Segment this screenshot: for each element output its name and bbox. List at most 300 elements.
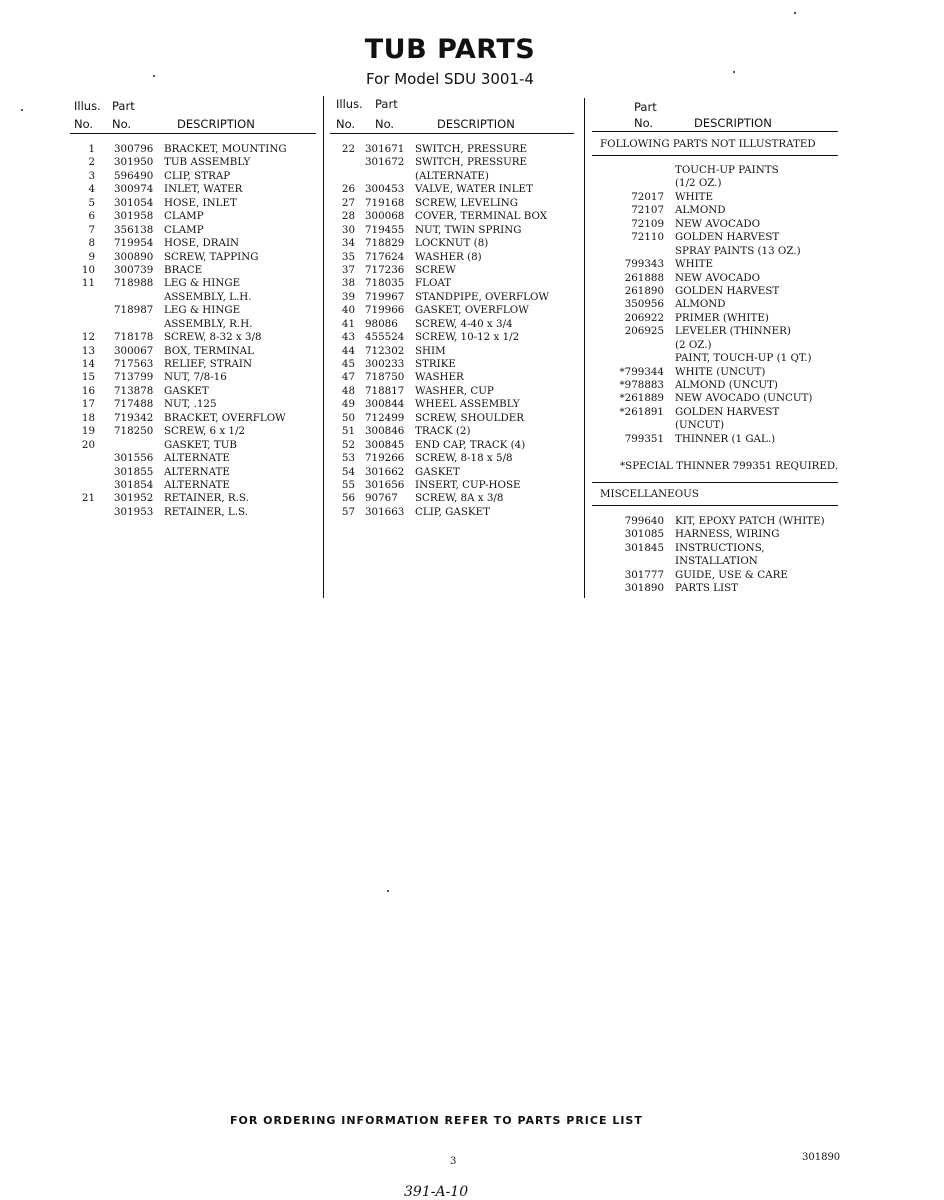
parts-row [70,170,320,183]
part-no: 301777 [624,568,664,581]
col2-part-header: Part [375,97,398,111]
description: WHITE (UNCUT) [675,365,766,378]
description: (UNCUT) [675,419,725,432]
parts-row [70,304,320,317]
description: TUB ASSEMBLY [164,156,251,169]
parts-row [330,237,580,250]
section2-top-rule [592,482,838,483]
parts-row [330,398,580,411]
scan-speck [733,71,735,73]
description: STANDPIPE, OVERFLOW [415,290,550,303]
parts-row [70,224,320,237]
part-no: 301672 [365,156,405,169]
description: WASHER, CUP [415,384,494,397]
illus-no: 47 [341,371,355,384]
part-no: 301952 [114,492,154,505]
parts-row [70,237,320,250]
part-no: 712302 [365,344,405,357]
col1-part-header: Part [112,99,135,113]
parts-row [600,312,840,325]
description: INSTRUCTIONS, [675,541,765,554]
parts-row [600,245,840,258]
part-no: 301054 [114,196,154,209]
illus-no: 30 [341,223,355,236]
description: (2 OZ.) [675,338,712,351]
scan-speck [794,12,796,14]
illus-no: 15 [81,371,95,384]
parts-row [70,210,320,223]
part-no: 799343 [624,258,664,271]
part-no: 719954 [114,237,154,250]
part-no: 718750 [365,371,405,384]
parts-row [330,452,580,465]
section-miscellaneous-title: MISCELLANEOUS [600,488,699,500]
parts-row [70,371,320,384]
description: SHIM [415,344,446,357]
parts-row [70,466,320,479]
parts-row [70,345,320,358]
description: SCREW [415,263,456,276]
illus-no: 3 [88,169,95,182]
parts-row [330,492,580,505]
parts-row [70,156,320,169]
part-no: 300067 [114,344,154,357]
part-no: 300233 [365,358,405,370]
parts-row [330,425,580,438]
part-no: 72107 [631,204,664,217]
part-no: *799344 [619,365,664,378]
part-no: 717488 [114,398,154,411]
part-no: 717624 [365,250,405,263]
parts-row [330,345,580,358]
part-no: 301890 [624,582,664,595]
description: RELIEF, STRAIN [164,358,252,370]
part-no: 300974 [114,183,154,196]
description: PAINT, TOUCH-UP (1 QT.) [675,352,812,365]
column-divider-2 [584,98,585,598]
illus-no: 18 [81,411,95,424]
description: NUT, TWIN SPRING [415,223,522,236]
illus-no: 26 [341,183,355,196]
part-no: 300846 [365,425,405,438]
description: GOLDEN HARVEST [675,284,780,297]
parts-row [600,325,840,338]
parts-row [330,210,580,223]
parts-row [600,542,840,555]
illus-no: 49 [341,398,355,411]
illus-no: 6 [88,210,95,223]
parts-row [70,331,320,344]
parts-row [330,304,580,317]
part-no: 719455 [365,223,405,236]
description: SPRAY PAINTS (13 OZ.) [675,244,801,257]
description: HARNESS, WIRING [675,528,780,541]
illus-no: 38 [341,277,355,290]
description: SCREW, 6 x 1/2 [164,425,246,438]
page-subtitle: For Model SDU 3001-4 [366,70,534,88]
illus-no: 27 [341,196,355,209]
parts-row [70,264,320,277]
col1-description-header: DESCRIPTION [177,117,255,131]
illus-no: 35 [341,250,355,263]
illus-no: 10 [81,263,95,276]
part-no: 301671 [365,143,405,155]
description: SWITCH, PRESSURE [415,156,528,169]
parts-row [600,298,840,311]
parts-row [600,177,840,190]
description: (ALTERNATE) [415,169,489,182]
description: NUT, 7/8-16 [164,371,227,384]
special-thinner-note: *SPECIAL THINNER 799351 REQUIRED. [620,460,839,472]
part-no: 90767 [365,492,398,505]
parts-row [330,439,580,452]
parts-row [330,318,580,331]
illus-no: 9 [88,250,95,263]
description: SCREW, SHOULDER [415,411,525,424]
part-no: 72109 [631,217,664,230]
parts-row [70,479,320,492]
illus-no: 7 [88,223,95,236]
illus-no: 5 [88,196,95,209]
illus-no: 41 [341,317,355,330]
parts-row [600,272,840,285]
col1-part-no-header: No. [112,117,132,131]
description: TOUCH-UP PAINTS [675,164,779,176]
parts-row [70,506,320,519]
description: NEW AVOCADO (UNCUT) [675,392,813,405]
parts-row [600,204,840,217]
illus-no: 13 [81,344,95,357]
description: INSERT, CUP-HOSE [415,478,521,491]
parts-row [70,358,320,371]
part-no: 713799 [114,371,154,384]
col2-illus-header: Illus. [336,97,363,111]
part-no: 718829 [365,237,405,250]
col2-description-header: DESCRIPTION [437,117,515,131]
parts-row [70,425,320,438]
illus-no: 56 [341,492,355,505]
description: BRACKET, OVERFLOW [164,411,286,424]
parts-row [600,352,840,365]
parts-row [600,392,840,405]
parts-row [600,258,840,271]
parts-row [330,170,580,183]
illus-no: 16 [81,384,95,397]
description: INSTALLATION [675,555,758,568]
parts-row [600,515,840,528]
part-no: 301958 [114,210,154,223]
illus-no: 2 [88,156,95,169]
part-no: 712499 [365,411,405,424]
parts-row [330,412,580,425]
description: WASHER (8) [415,250,482,263]
part-no: 356138 [114,223,154,236]
description: GASKET [415,465,460,478]
description: GASKET, OVERFLOW [415,304,529,317]
col3-description-header: DESCRIPTION [694,116,772,130]
illus-no: 55 [341,478,355,491]
parts-row [330,466,580,479]
description: SCREW, 8-18 x 5/8 [415,452,513,465]
col1-header-rule [70,133,316,134]
part-no: 300890 [114,250,154,263]
description: GASKET [164,384,209,397]
part-no: 300068 [365,210,405,223]
description: PRIMER (WHITE) [675,311,769,324]
parts-row [600,433,840,446]
col2-parts-list [330,143,580,519]
scan-speck [387,890,389,892]
part-no: 98086 [365,317,398,330]
part-no: 713878 [114,384,154,397]
description: CLIP, GASKET [415,505,490,518]
part-no: 719966 [365,304,405,317]
parts-row [600,379,840,392]
part-no: *261889 [619,392,664,405]
description: SWITCH, PRESSURE [415,143,528,155]
not-illustrated-parts-list [600,164,840,446]
column-divider-1 [323,96,324,598]
scan-speck [153,75,155,77]
illus-no: 19 [81,425,95,438]
description: ASSEMBLY, R.H. [164,317,253,330]
part-no: 717563 [114,358,154,370]
illus-no: 53 [341,452,355,465]
col3-header-rule [592,131,838,132]
parts-row [70,318,320,331]
description: FLOAT [415,277,452,290]
illus-no: 12 [81,331,95,344]
parts-row [600,406,840,419]
document-number: 301890 [802,1152,841,1163]
parts-row [330,358,580,371]
section-not-illustrated-title: FOLLOWING PARTS NOT ILLUSTRATED [600,138,816,150]
parts-row [330,183,580,196]
part-no: 717236 [365,263,405,276]
part-no: 719168 [365,196,405,209]
illus-no: 48 [341,384,355,397]
part-no: 596490 [114,169,154,182]
parts-row [600,164,840,177]
parts-row [600,231,840,244]
parts-row [330,291,580,304]
parts-row [330,371,580,384]
part-no: 301556 [114,452,154,465]
handwritten-note: 391-A-10 [404,1184,469,1200]
parts-row [330,224,580,237]
illus-no: 52 [341,438,355,451]
description: GASKET, TUB [164,438,237,451]
description: WHITE [675,190,714,203]
parts-row [70,398,320,411]
illus-no: 39 [341,290,355,303]
section1-rule [592,155,838,156]
scan-speck [21,109,23,111]
parts-row [70,385,320,398]
description: LEVELER (THINNER) [675,325,791,338]
part-no: 799640 [624,515,664,527]
part-no: 301855 [114,465,154,478]
description: COVER, TERMINAL BOX [415,210,548,223]
illus-no: 14 [81,358,95,370]
description: ASSEMBLY, L.H. [164,290,252,303]
illus-no: 43 [341,331,355,344]
illus-no: 37 [341,263,355,276]
description: TRACK (2) [415,425,471,438]
description: ALTERNATE [164,452,230,465]
part-no: 301950 [114,156,154,169]
parts-row [70,277,320,290]
parts-row [70,439,320,452]
description: WASHER [415,371,464,384]
illus-no: 11 [81,277,95,290]
description: NEW AVOCADO [675,217,761,230]
col1-illus-header: Illus. [74,99,101,113]
description: PARTS LIST [675,582,739,595]
description: HOSE, INLET [164,196,237,209]
part-no: 300739 [114,263,154,276]
parts-row [600,419,840,432]
part-no: 300796 [114,143,154,155]
part-no: 301085 [624,528,664,541]
parts-row [330,277,580,290]
description: ALMOND (UNCUT) [675,379,778,391]
description: GOLDEN HARVEST [675,405,780,418]
part-no: 261890 [624,284,664,297]
col3-part-no-header: No. [634,116,654,130]
parts-row [330,385,580,398]
description: NEW AVOCADO [675,271,761,284]
description: WHITE [675,258,714,271]
parts-row [70,197,320,210]
illus-no: 17 [81,398,95,411]
description: NUT, .125 [164,398,217,411]
parts-row [600,555,840,568]
part-no: 72110 [631,231,664,244]
part-no: 301845 [624,541,664,554]
part-no: 206922 [624,311,664,324]
col3-part-header: Part [634,100,657,114]
description: BRACKET, MOUNTING [164,143,287,155]
parts-row [330,479,580,492]
page-number: 3 [450,1156,457,1167]
description: GUIDE, USE & CARE [675,568,788,581]
description: SCREW, 10-12 x 1/2 [415,331,520,344]
section2-rule [592,505,838,506]
description: CLAMP [164,210,204,223]
description: INLET, WATER [164,183,243,196]
parts-row [70,291,320,304]
illus-no: 54 [341,465,355,478]
illus-no: 1 [88,143,95,155]
part-no: 718817 [365,384,405,397]
part-no: 72017 [631,190,664,203]
parts-row [600,569,840,582]
parts-row [70,251,320,264]
parts-row [600,339,840,352]
parts-row [70,183,320,196]
description: END CAP, TRACK (4) [415,438,526,451]
part-no: 300453 [365,183,405,196]
part-no: 301656 [365,478,405,491]
col2-part-no-header: No. [375,117,395,131]
part-no: 301854 [114,478,154,491]
ordering-info-note: FOR ORDERING INFORMATION REFER TO PARTS PRICE LIST [230,1114,643,1127]
part-no: 301953 [114,505,154,518]
parts-row [600,582,840,595]
illus-no: 57 [341,505,355,518]
description: ALMOND [675,298,726,311]
description: (1/2 OZ.) [675,177,722,190]
col1-parts-list [70,143,320,519]
description: SCREW, LEVELING [415,196,518,209]
col2-no-header: No. [336,117,356,131]
part-no: 718987 [114,304,154,317]
part-no: *978883 [619,379,664,391]
parts-row [330,156,580,169]
parts-row [70,412,320,425]
page-title: TUB PARTS [364,34,536,65]
part-no: 301662 [365,465,405,478]
parts-row [600,218,840,231]
parts-row [330,251,580,264]
description: ALTERNATE [164,478,230,491]
part-no: 301663 [365,505,405,518]
description: ALTERNATE [164,465,230,478]
description: LEG & HINGE [164,277,241,290]
description: GOLDEN HARVEST [675,231,780,244]
description: CLAMP [164,223,204,236]
description: KIT, EPOXY PATCH (WHITE) [675,515,825,527]
description: SCREW, 4-40 x 3/4 [415,317,513,330]
parts-row [600,528,840,541]
parts-row [600,285,840,298]
part-no: 718988 [114,277,154,290]
part-no: 718178 [114,331,154,344]
parts-row [70,492,320,505]
description: HOSE, DRAIN [164,237,240,250]
description: RETAINER, L.S. [164,505,248,518]
illus-no: 45 [341,358,355,370]
description: VALVE, WATER INLET [415,183,533,196]
description: CLIP, STRAP [164,169,231,182]
parts-row [330,264,580,277]
description: ALMOND [675,204,726,217]
parts-row [330,197,580,210]
part-no: 799351 [624,432,664,445]
illus-no: 20 [81,438,95,451]
description: STRIKE [415,358,456,370]
description: THINNER (1 GAL.) [675,432,776,445]
illus-no: 50 [341,411,355,424]
illus-no: 21 [81,492,95,505]
description: RETAINER, R.S. [164,492,249,505]
description: BRACE [164,263,203,276]
part-no: 718035 [365,277,405,290]
description: SCREW, 8-32 x 3/8 [164,331,262,344]
part-no: 719967 [365,290,405,303]
parts-row [330,331,580,344]
part-no: 719342 [114,411,154,424]
parts-row [330,506,580,519]
illus-no: 34 [341,237,355,250]
illus-no: 4 [88,183,95,196]
illus-no: 28 [341,210,355,223]
parts-row [600,366,840,379]
part-no: 718250 [114,425,154,438]
description: LEG & HINGE [164,304,241,317]
illus-no: 40 [341,304,355,317]
